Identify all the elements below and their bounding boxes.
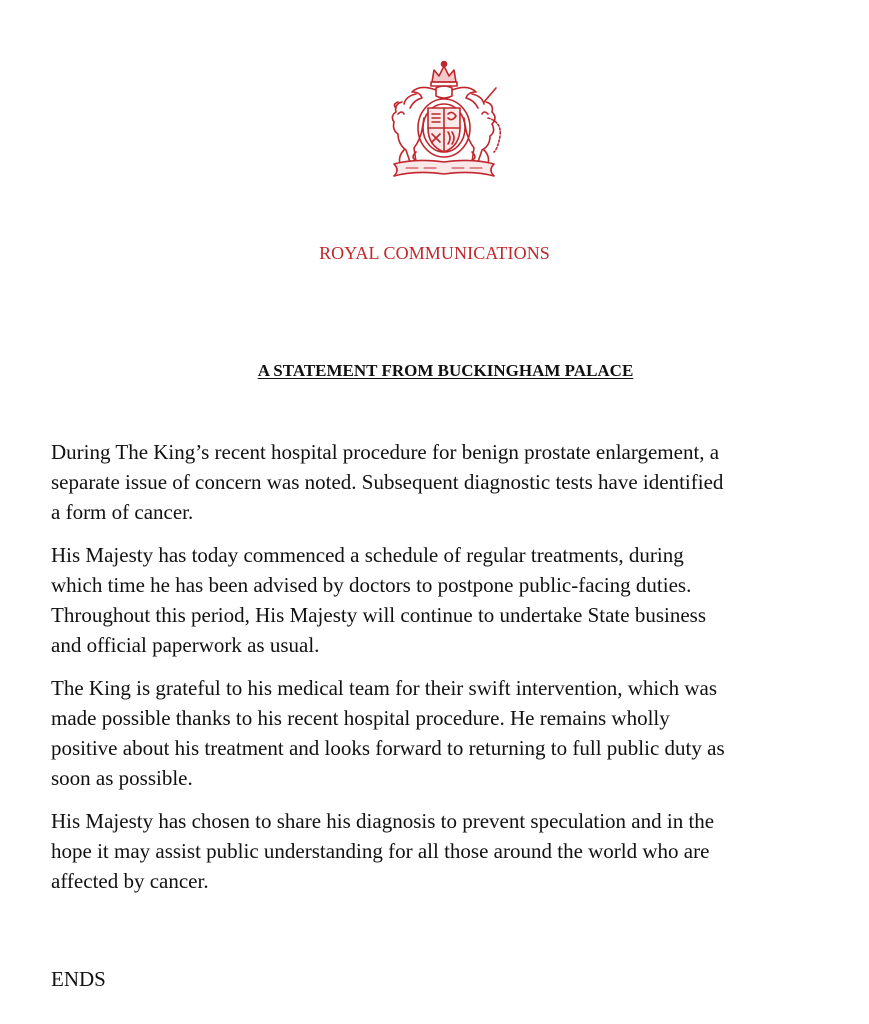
statement-body (51, 437, 851, 909)
paragraph (51, 540, 851, 660)
paragraph-line: positive about his treatment and looks forward to returning to full public duty as (51, 736, 725, 760)
closing-ends: ENDS (51, 967, 106, 991)
paragraph-line: His Majesty has today commenced a schedule of regular treatments, during (51, 543, 684, 567)
paragraph-line: separate issue of concern was noted. Subsequent diagnostic tests have identified (51, 470, 724, 494)
paragraph-line: which time he has been advised by doctors to postpone public-facing duties. (51, 573, 692, 597)
statement-heading: A STATEMENT FROM BUCKINGHAM PALACE (257, 361, 634, 380)
paragraph-line: a form of cancer. (51, 500, 194, 524)
paragraph-line: During The King’s recent hospital procedure for benign prostate enlargement, a (51, 440, 720, 464)
paragraph-line: Throughout this period, His Majesty will continue to undertake State business (51, 603, 706, 627)
paragraph-line: soon as possible. (51, 766, 193, 790)
paragraph (51, 437, 851, 527)
paragraph-line: The King is grateful to his medical team for their swift intervention, which was (51, 676, 717, 700)
letterhead-title: ROYAL COMMUNICATIONS (319, 243, 550, 263)
paragraph (51, 673, 851, 793)
paragraph-line: and official paperwork as usual. (51, 633, 320, 657)
royal-coat-of-arms-icon (376, 58, 512, 180)
paragraph (51, 806, 851, 896)
paragraph-line: made possible thanks to his recent hospital procedure. He remains wholly (51, 706, 670, 730)
paragraph-line: affected by cancer. (51, 869, 209, 893)
paragraph-line: His Majesty has chosen to share his diagnosis to prevent speculation and in the (51, 809, 715, 833)
paragraph-line: hope it may assist public understanding for all those around the world who are (51, 839, 710, 863)
